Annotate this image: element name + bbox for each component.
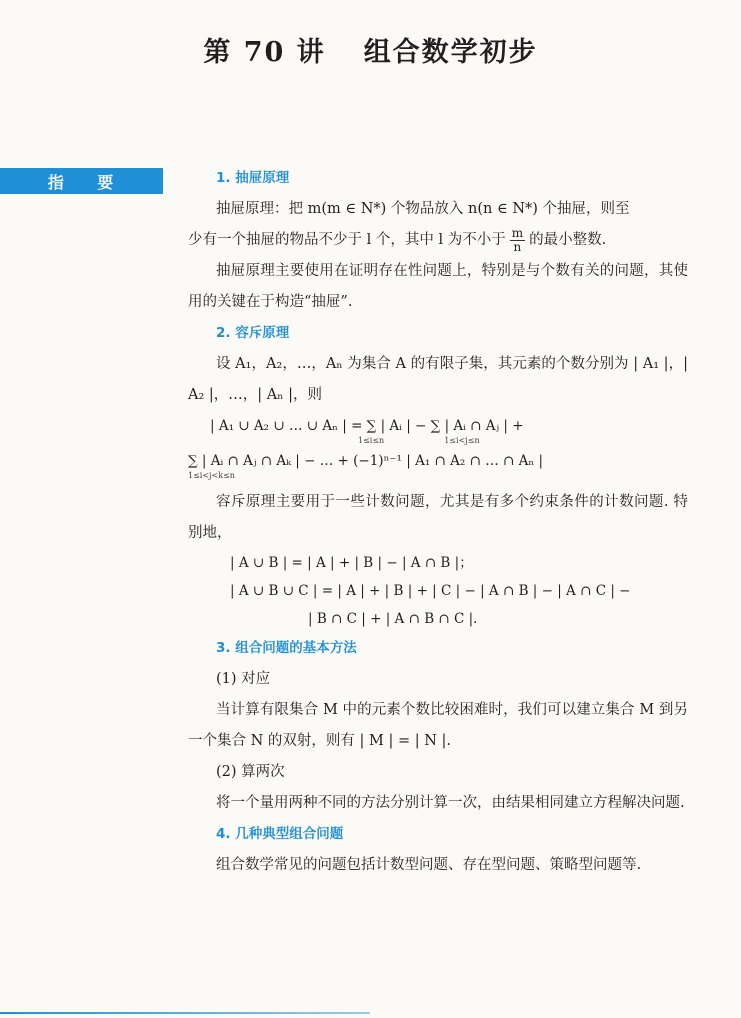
formula-text: ∑ | Aᵢ ∩ Aⱼ ∩ Aₖ | − … + (−1)ⁿ⁻¹ | A₁ ∩ A₂ ∩ … ∩ Aₙ | xyxy=(188,453,544,469)
paragraph: 抽屉原理主要使用在证明存在性问题上，特别是与个数有关的问题，其使用的关键在于构造“抽屉”. xyxy=(188,263,688,310)
subheading: (1) 对应 xyxy=(216,671,271,687)
chapter-name: 组合数学初步 xyxy=(363,37,538,68)
section-heading-pigeonhole: 1. 抽屉原理 xyxy=(216,170,290,186)
sum-index: 1≤i<j≤n xyxy=(444,436,480,445)
section-heading-typical-problems: 4. 几种典型组合问题 xyxy=(216,826,344,842)
denominator: n xyxy=(513,239,522,254)
numerator: m xyxy=(511,225,524,240)
paragraph: 抽屉原理：把 m(m ∈ N*) 个物品放入 n(n ∈ N*) 个抽屉，则至 xyxy=(216,201,630,217)
bottom-rule xyxy=(0,1012,370,1014)
section-tag: 指 要 xyxy=(0,168,163,194)
text-fragment: 的最小整数. xyxy=(529,232,607,248)
equation: | B ∩ C | + | A ∩ B ∩ C |. xyxy=(308,611,478,627)
paragraph: 设 A₁，A₂，…，Aₙ 为集合 A 的有限子集，其元素的个数分别为 | A₁ |，| A₂ |，…，| Aₙ |，则 xyxy=(188,356,688,403)
text-fragment: 少有一个抽屉的物品不少于 l 个，其中 l 为不小于 xyxy=(188,232,506,248)
paragraph: 将一个量用两种不同的方法分别计算一次，由结果相同建立方程解决问题. xyxy=(216,795,685,811)
main-content xyxy=(188,163,688,881)
chapter-number: 第 70 讲 xyxy=(203,37,326,68)
section-heading-methods: 3. 组合问题的基本方法 xyxy=(216,640,357,656)
sum-index: 1≤i<j<k≤n xyxy=(188,471,235,480)
equation: | A ∪ B | = | A | + | B | − | A ∩ B |； xyxy=(230,555,473,571)
subheading: (2) 算两次 xyxy=(216,764,285,780)
chapter-title xyxy=(0,30,741,69)
section-heading-inclusion-exclusion: 2. 容斥原理 xyxy=(216,325,290,341)
sum-index: 1≤i≤n xyxy=(358,436,385,445)
equation: | A ∪ B ∪ C | = | A | + | B | + | C | − | A ∩ B | − | A ∩ C | − xyxy=(230,583,631,599)
paragraph: 当计算有限集合 M 中的元素个数比较困难时，我们可以建立集合 M 到另一个集合 N 的双射，则有 | M | = | N |. xyxy=(188,702,688,749)
paragraph xyxy=(188,225,688,256)
fraction xyxy=(510,227,525,254)
paragraph: 组合数学常见的问题包括计数型问题、存在型问题、策略型问题等. xyxy=(216,857,642,873)
paragraph: 容斥原理主要用于一些计数问题，尤其是有多个约束条件的计数问题. 特别地， xyxy=(188,494,688,541)
formula-text: | A₁ ∪ A₂ ∪ … ∪ Aₙ | = ∑ | Aᵢ | − ∑ | Aᵢ ∩ Aⱼ | + xyxy=(210,418,524,434)
